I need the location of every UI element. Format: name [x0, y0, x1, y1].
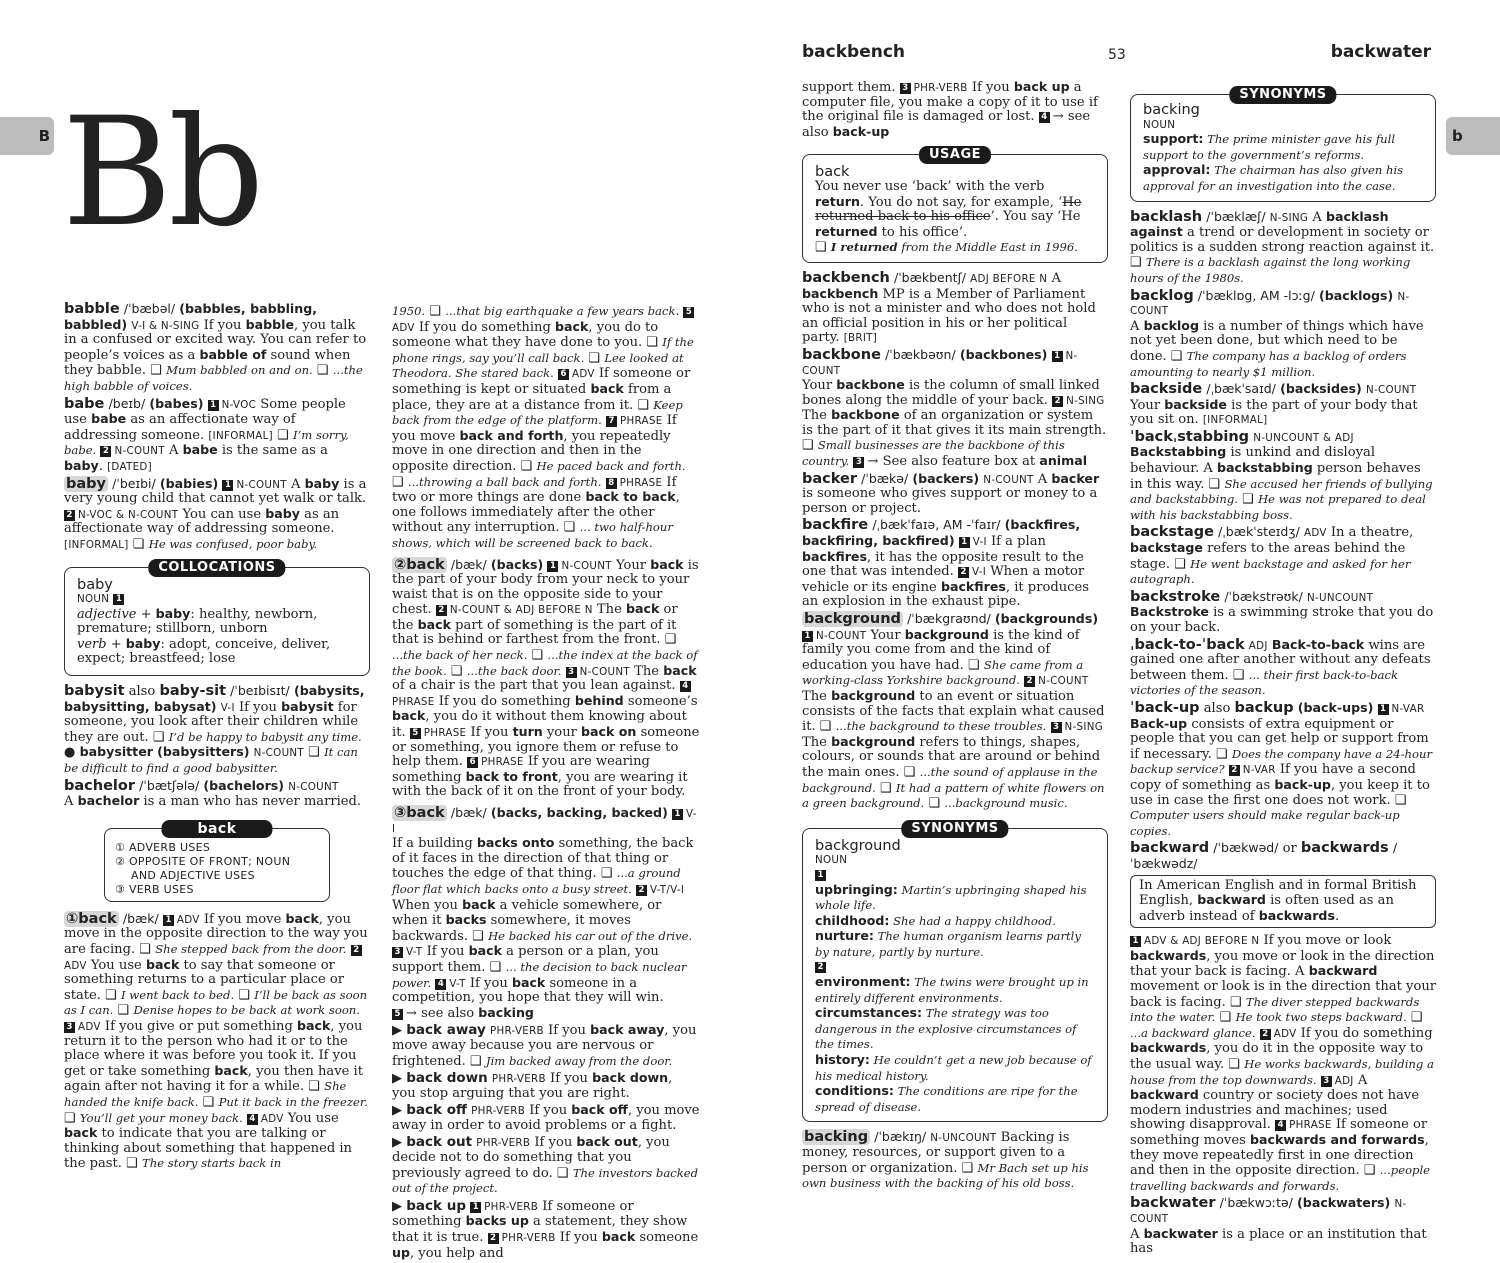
- entry-babysit: babysit also baby-sit /ˈbeɪbisɪt/ (babysits, babysitting, babysat) V-I If you babysit for someone, you look after their children while they are out. ❑ I’d be happy to babysit any time. ● babysitter (babysitters) N-COUNT ❑ It can be difficult to find a good babysitter.: [64, 683, 365, 776]
- entry-back-1-cont: 1950. ❑ ...that big earthquake a few years back. 5ADV If you do something back, you do to someone what they have done to you. ❑ If the phone rings, say you’ll call back. ❑ Lee looked at Theodora. She stared back. 6 ADV If someone or something is kept or situated back from a place, they are at a distance from it. ❑ Keep back from the edge of the platform. 7 PHRASE If you move back and forth, you repeatedly move in one direction and then in the opposite direction. ❑ He paced back and forth. ❑ ...throwing a ball back and forth. 8 PHRASE If two or more things are done back to back, one follows immediately after the other without any interruption. ❑ ... two half-hour shows, which will be screened back to back.: [392, 304, 694, 550]
- column-3: [802, 80, 1108, 1194]
- usage-tag: USAGE: [919, 146, 991, 164]
- entry-backward: backward /ˈbækwəd/ or backwards /ˈbækwədz/: [1130, 840, 1398, 871]
- column-4: [1130, 87, 1437, 1259]
- back-senses-tag: back: [161, 820, 272, 838]
- sense-menu-item: ② OPPOSITE OF FRONT; NOUN AND ADJECTIVE USES: [115, 854, 291, 882]
- running-head-right: backwater: [1330, 42, 1431, 62]
- collocations-tag: COLLOCATIONS: [148, 559, 285, 577]
- column-2: [392, 304, 700, 1263]
- thumb-tab-left: [0, 117, 54, 155]
- entry-back-3: ③back /bæk/ (backs, backing, backed) 1 V-I If a building backs onto something, the back of it faces in the direction of that thing or touches the edge of that thing. ❑ ...a ground floor flat which backs onto a busy street. 2 V-T/V-I When you back a vehicle somewhere, or when it backs somewhere, it moves backwards. ❑ He backed his car out of the drive. 3 V-T If you back a person or a plan, you support them. ❑ ... the decision to back nuclear power. 4 V-T If you back someone in a competition, you hope that they will win. 5 → see also backing: [392, 805, 697, 1021]
- sense-menu-item: ① ADVERB USES: [115, 840, 211, 854]
- entry-backlog: backlog /ˈbæklɒg, AM -lɔːg/ (backlogs) N-COUNT A backlog is a number of things which have not yet been done, but which need to be done. ❑ The company has a backlog of orders amounting to nearly $1 million.: [1130, 287, 1424, 379]
- synonyms-tag: SYNONYMS: [901, 820, 1008, 838]
- entry-bachelor: bachelor /ˈbætʃələ/ (bachelors) N-COUNT A bachelor is a man who has never married.: [64, 777, 362, 810]
- thumb-tab-letter: b: [1452, 127, 1463, 145]
- section-letter: Bb: [62, 86, 261, 260]
- entry-backing: backing /ˈbækɪŋ/ N-UNCOUNT Backing is money, resources, or support given to a person or organization. ❑ Mr Bach set up his own business with the backing of his old boss.: [802, 1129, 1089, 1191]
- entry-backstage: backstage /ˌbækˈsteɪdʒ/ ADV In a theatre, backstage refers to the areas behind the stage. ❑ He went backstage and asked for her autograph.: [1130, 524, 1414, 587]
- synonyms-box-backing: SYNONYMS backing NOUN support: The prime minister gave his full support to the government’s reforms. approval: The chairman has also given his approval for an investigation into the case.: [1130, 94, 1436, 202]
- entry-back-to-back: ˌback-to-ˈback ADJ Back-to-back wins are gained one after another without any defeats between them. ❑ ... their first back-to-back victories of the season.: [1130, 636, 1431, 698]
- entry-babble: babble /ˈbæbəl/ (babbles, babbling, babbled) V-I & N-SING If you babble, you talk in a confused or excited way. You can refer to people’s voices as a babble of sound when they babble. ❑ Mum babbled on and on. ❑ ...the high babble of voices.: [64, 301, 367, 393]
- box-word: back: [815, 164, 850, 181]
- entry-backstabbing: ˈbackˌstabbing N-UNCOUNT & ADJ Backstabbing is unkind and disloyal behaviour. A backstabbing person behaves in this way. ❑ She accused her friends of bullying and backstabbing. ❑ He was not prepared to deal with his backstabbing boss.: [1130, 428, 1433, 522]
- synonyms-box-background: SYNONYMS background NOUN 1 upbringing: Martin’s upbringing shaped his whole life. childhood: She had a happy childhood. nurture: The human organism learns partly by nature, partly by nurture. 2 environment: The twins were brought up in entirely different environments. circumstances: The strategy was too dangerous in the explosive circumstances of the times. history: He couldn’t get a new job because of his medical history. conditions: The conditions are ripe for the spread of disease.: [802, 828, 1108, 1123]
- phrasal-back-away: ▶ back away PHR-VERB If you back away, you move away because you are nervous or frightened. ❑ Jim backed away from the door.: [392, 1022, 697, 1069]
- sense-menu-item: ③ VERB USES: [115, 882, 194, 896]
- phrasal-back-off: ▶ back off PHR-VERB If you back off, you move away in order to avoid problems or a fight.: [392, 1102, 700, 1133]
- entry-backward-senses: 1 ADV & ADJ BEFORE N If you move or look backwards, you move or look in the direction that your back is facing. A backward movement or look is in the direction that your back is facing. ❑ The diver stepped backwards into the water. ❑ He took two steps backward. ❑ ...a backward glance. 2 ADV If you do something backwards, you do it in the opposite way to the usual way. ❑ He works backwards, building a house from the top downwards. 3 ADJ A backward country or society does not have modern industries and machines; used showing disapproval. 4 PHRASE If someone or something moves backwards and forwards, they move repeatedly first in one direction and then in the opposite direction. ❑ ...people travelling backwards and forwards.: [1130, 933, 1437, 1193]
- entry-back-2: ②back /bæk/ (backs) 1 N-COUNT Your back is the part of your body from your neck to your waist that is on the opposite side to your chest. 2 N-COUNT & ADJ BEFORE N The back or the back part of something is the part of it that is behind or farthest from the front. ❑ ...the back of her neck. ❑ ...the index at the back of the book. ❑ ...the back door. 3 N-COUNT The back of a chair is the part that you lean against. 4PHRASE If you do something behind someone’s back, you do it without them knowing about it. 5 PHRASE If you turn your back on someone or something, you ignore them or refuse to help them. 6 PHRASE If you are wearing something back to front, you are wearing it with the back of it on the front of your body.: [392, 556, 700, 800]
- box-word: backing: [1143, 102, 1200, 118]
- entry-backbone: backbone /ˈbækbəʊn/ (backbones) 1 N-COUNT Your backbone is the column of small linked bones along the middle of your back. 2 N-SING The backbone of an organization or system is the part of it that gives it its main strength. ❑ Small businesses are the backbone of this country. 3 → See also feature box at animal: [802, 346, 1107, 470]
- usage-box: USAGE back You never use ‘back’ with the verb return. You do not say, for example, ‘He returned back to his office’. You say ‘He returned to his office’. ❑ I returned from the Middle East in 1996.: [802, 154, 1108, 263]
- entry-backside: backside /ˌbækˈsaɪd/ (backsides) N-COUNT Your backside is the part of your body that you sit on. [INFORMAL]: [1130, 381, 1418, 428]
- entry-background: background /ˈbækgraʊnd/ (backgrounds) 1 N-COUNT Your background is the kind of family you come from and the kind of education you have had. ❑ She came from a working-class Yorkshire background. 2 N-COUNT The background to an event or situation consists of the facts that explain what caused it. ❑ ...the background to these troubles. 3 N-SING The background refers to things, shapes, colours, or sounds that are around or behind the main ones. ❑ ...the sound of applause in the background. ❑ It had a pattern of white flowers on a green background. ❑ ...background music.: [802, 611, 1105, 812]
- entry-backer: backer /ˈbækə/ (backers) N-COUNT A backer is someone who gives support or money to a person or project.: [802, 470, 1100, 516]
- box-word: background: [815, 837, 901, 854]
- entry-babe: babe /beɪb/ (babes) 1 N-VOC Some people use babe as an affectionate way of addressing someone. [INFORMAL] ❑ I’m sorry, babe. 2 N-COUNT A babe is the same as a baby. [DATED]: [64, 395, 349, 474]
- page-number: 53: [1108, 47, 1126, 63]
- running-head-left: backbench: [802, 42, 906, 62]
- collocations-box: COLLOCATIONS baby NOUN 1 adjective + baby: healthy, newborn, premature; stillborn, unborn verb + baby: adopt, conceive, deliver, expect; breastfeed; lose: [64, 567, 370, 677]
- thumb-tab-right: [1446, 117, 1500, 155]
- entry-backbench: backbench /ˈbækbentʃ/ ADJ BEFORE N A backbench MP is a Member of Parliament who is not a minister and who does not hold an official position in his or her political party. [BRIT]: [802, 269, 1096, 346]
- entry-backwater: backwater /ˈbækwɔːtə/ (backwaters) N-COUNT A backwater is a place or an institution that has: [1130, 1195, 1427, 1257]
- entry-back-up: ˈback-up also backup (back-ups) 1 N-VAR Back-up consists of extra equipment or people that you can get help or support from if necessary. ❑ Does the company have a 24-hour backup service? 2 N-VAR If you have a second copy of something as back-up, you keep it to use in case the first one does not work. ❑ Computer users should make regular back-up copies.: [1130, 699, 1433, 838]
- box-word: baby: [77, 576, 113, 593]
- back-senses-box: [104, 820, 330, 902]
- entry-back-up-cont: support them. 3 PHR-VERB If you back up a computer file, you make a copy of it to use if the original file is damaged or lost. 4 → see also back-up: [802, 79, 1098, 140]
- synonyms-tag: SYNONYMS: [1229, 86, 1336, 104]
- thumb-tab-letter: B: [38, 127, 50, 145]
- column-1: [64, 302, 370, 1174]
- entry-backfire: backfire /ˌbækˈfaɪə, AM -ˈfaɪr/ (backfires, backfiring, backfired) 1 V-I If a plan backfires, it has the opposite result to the one that was intended. 2 V-I When a motor vehicle or its engine backfires, it produces an explosion in the exhaust pipe.: [802, 517, 1089, 610]
- entry-backstroke: backstroke /ˈbækstrəʊk/ N-UNCOUNT Backstroke is a swimming stroke that you do on your back.: [1130, 588, 1434, 635]
- phrasal-back-out: ▶ back out PHR-VERB If you back out, you decide not to do something that you previously agreed to do. ❑ The investors backed out of the project.: [392, 1134, 699, 1196]
- entry-baby: baby /ˈbeɪbi/ (babies) 1 N-COUNT A baby is a very young child that cannot yet walk or talk. 2 N-VOC & N-COUNT You can use baby as an affectionate way of addressing someone. [INFORMAL] ❑ He was confused, poor baby.: [64, 475, 367, 552]
- entry-back-1: ①back /bæk/ 1 ADV If you move back, you move in the opposite direction to the way you are facing. ❑ She stepped back from the door. 2ADV You use back to say that someone or something returns to a particular place or state. ❑ I went back to bed. ❑ I’ll be back as soon as I can. ❑ Denise hopes to be back at work soon. 3 ADV If you give or put something back, you return it to the person who had it or to the place where it was before you took it. If you get or take something back, you then have it again after not having it for a while. ❑ She handed the knife back. ❑ Put it back in the freezer. ❑ You’ll get your money back. 4 ADV You use back to indicate that you are talking or thinking about something that happened in the past. ❑ The story starts back in: [64, 910, 368, 1172]
- phrasal-back-up: ▶ back up 1 PHR-VERB If someone or something backs up a statement, they show that it is true. 2 PHR-VERB If you back someone up, you help and: [392, 1197, 699, 1261]
- phrasal-back-down: ▶ back down PHR-VERB If you back down, you stop arguing that you are right.: [392, 1070, 673, 1101]
- entry-backlash: backlash /ˈbæklæʃ/ N-SING A backlash against a trend or development in society or politics is a sudden strong reaction against it. ❑ There is a backlash against the long working hours of the 1980s.: [1130, 208, 1435, 285]
- backward-note-box: In American English and in formal British English, backward is often used as an adverb instead of backwards.: [1130, 875, 1436, 929]
